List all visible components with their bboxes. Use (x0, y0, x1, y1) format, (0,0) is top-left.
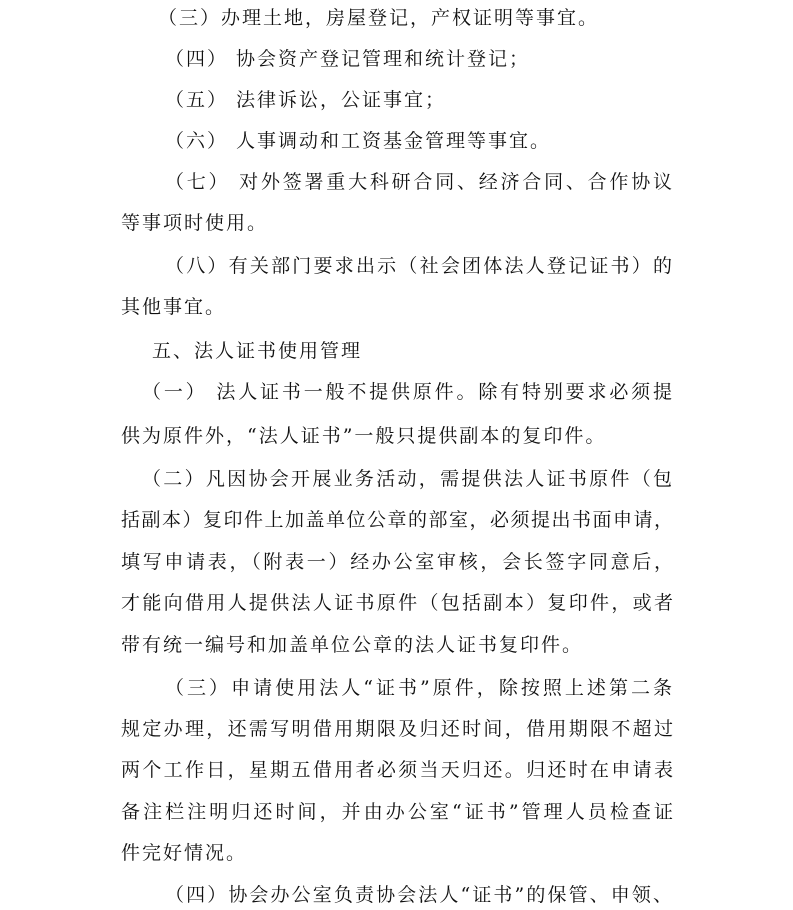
section-heading: 五、法人证书使用管理 (152, 340, 363, 362)
text-line-13: 括副本）复印件上加盖单位公章的部室，必须提出书面申请， (121, 509, 673, 531)
text-line-14: 填写申请表，（附表一）经办公室审核，会长签字同意后， (121, 551, 673, 573)
text-line-19: 两个工作日，星期五借用者必须当天归还。归还时在申请表 (121, 759, 673, 781)
text-line-15: 才能向借用人提供法人证书原件（包括副本）复印件，或者 (121, 592, 673, 614)
text-line-11: 供为原件外，“法人证书”一般只提供副本的复印件。 (121, 425, 607, 447)
text-line-3: （五） 法律诉讼，公证事宜； (165, 89, 447, 111)
text-line-20: 备注栏注明归还时间，并由办公室“证书”管理人员检查证 (121, 801, 673, 823)
text-line-7: （八）有关部门要求出示（社会团体法人登记证书）的 (165, 255, 672, 277)
text-line-6: 等事项时使用。 (121, 212, 269, 234)
text-line-21: 件完好情况。 (121, 842, 248, 864)
text-line-1: （三）办理土地，房屋登记，产权证明等事宜。 (158, 7, 600, 29)
text-line-8: 其他事宜。 (121, 296, 227, 318)
text-line-5: （七） 对外签署重大科研合同、经济合同、合作协议 (165, 171, 672, 193)
text-line-16: 带有统一编号和加盖单位公章的法人证书复印件。 (121, 634, 584, 656)
text-line-18: 规定办理，还需写明借用期限及归还时间，借用期限不超过 (121, 718, 673, 740)
text-line-22: （四）协会办公室负责协会法人“证书”的保管、申领、 (165, 884, 672, 906)
text-line-4: （六） 人事调动和工资基金管理等事宜。 (165, 130, 552, 152)
text-line-10: （一） 法人证书一般不提供原件。除有特别要求必须提 (142, 381, 672, 403)
text-line-2: （四） 协会资产登记管理和统计登记； (165, 48, 531, 70)
text-line-12: （二）凡因协会开展业务活动，需提供法人证书原件（包 (142, 468, 672, 490)
text-line-17: （三）申请使用法人“证书”原件，除按照上述第二条 (165, 677, 672, 699)
